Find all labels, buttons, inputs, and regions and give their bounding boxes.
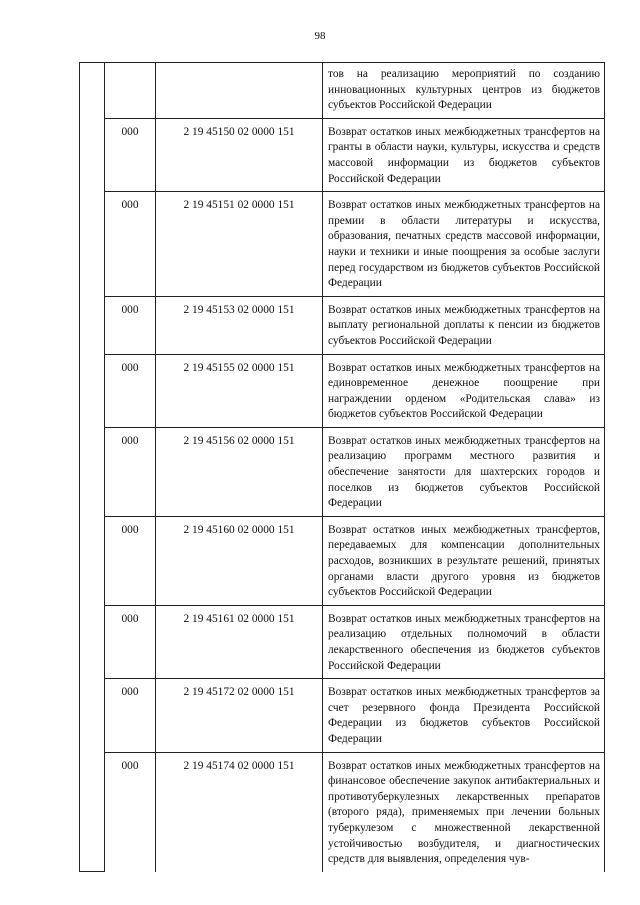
description-cell: Возврат остатков иных межбюджетных трансфертов, передаваемых для компенсации дополнительных расходов, возникших в результате решений, принятых органами власти другого уровня из бюджетов субъектов Российской Федерации	[323, 516, 605, 605]
budget-code-cell: 2 19 45172 02 0000 151	[156, 679, 323, 752]
admin-code-cell: 000	[105, 354, 156, 427]
description-cell: Возврат остатков иных межбюджетных трансфертов на реализацию программ местного развития и обеспечение занятости для шахтерских городов и поселков из бюджетов субъектов Российской Федерации	[323, 427, 605, 516]
admin-code-cell: 000	[105, 605, 156, 678]
table-row	[80, 296, 605, 354]
admin-code-cell	[105, 63, 156, 119]
table-row	[80, 118, 605, 191]
budget-code-cell: 2 19 45150 02 0000 151	[156, 118, 323, 191]
budget-code-cell	[156, 63, 323, 119]
table-row	[80, 516, 605, 605]
table-row	[80, 192, 605, 297]
admin-code-cell: 000	[105, 427, 156, 516]
admin-code-cell: 000	[105, 752, 156, 872]
page-number: 98	[314, 30, 326, 42]
admin-code-cell: 000	[105, 296, 156, 354]
description-cell: Возврат остатков иных межбюджетных трансфертов на гранты в области науки, культуры, искусства и средств массовой информации из бюджетов субъектов Российской Федерации	[323, 118, 605, 191]
budget-code-cell: 2 19 45155 02 0000 151	[156, 354, 323, 427]
budget-code-cell: 2 19 45156 02 0000 151	[156, 427, 323, 516]
table-row	[80, 427, 605, 516]
description-cell: Возврат остатков иных межбюджетных трансфертов на выплату региональной доплаты к пенсии из бюджетов субъектов Российской Федерации	[323, 296, 605, 354]
description-cell: Возврат остатков иных межбюджетных трансфертов на реализацию отдельных полномочий в области лекарственного обеспечения из бюджетов субъектов Российской Федерации	[323, 605, 605, 678]
table-row	[80, 605, 605, 678]
admin-code-cell: 000	[105, 516, 156, 605]
admin-code-cell: 000	[105, 192, 156, 297]
budget-code-cell: 2 19 45151 02 0000 151	[156, 192, 323, 297]
blank-left-column	[80, 63, 105, 872]
table-row	[80, 354, 605, 427]
budget-code-cell: 2 19 45161 02 0000 151	[156, 605, 323, 678]
description-cell: Возврат остатков иных межбюджетных трансфертов на финансовое обеспечение закупок антибактериальных и противотуберкулезных лекарственных препаратов (второго ряда), применяемых при лечении больных туберкулезом с множественной лекарственной устойчивостью возбудителя, и диагностических средств для выявления, определения чув-	[323, 752, 605, 872]
table-row-continuation	[80, 63, 605, 119]
description-cell: тов на реализацию мероприятий по созданию инновационных культурных центров из бюджетов субъектов Российской Федерации	[323, 63, 605, 119]
admin-code-cell: 000	[105, 118, 156, 191]
budget-code-cell: 2 19 45174 02 0000 151	[156, 752, 323, 872]
table-body	[80, 63, 605, 872]
description-cell: Возврат остатков иных межбюджетных трансфертов на единовременное денежное поощрение при награждении орденом «Родительская слава» из бюджетов субъектов Российской Федерации	[323, 354, 605, 427]
budget-code-cell: 2 19 45153 02 0000 151	[156, 296, 323, 354]
description-cell: Возврат остатков иных межбюджетных трансфертов за счет резервного фонда Президента Российской Федерации из бюджетов субъектов Российской Федерации	[323, 679, 605, 752]
budget-classification-table	[79, 62, 605, 872]
description-cell: Возврат остатков иных межбюджетных трансфертов на премии в области литературы и искусства, образования, печатных средств массовой информации, науки и техники и иные поощрения за особые заслуги перед государством из бюджетов субъектов Российской Федерации	[323, 192, 605, 297]
budget-code-cell: 2 19 45160 02 0000 151	[156, 516, 323, 605]
admin-code-cell: 000	[105, 679, 156, 752]
table-row	[80, 752, 605, 872]
table-row	[80, 679, 605, 752]
